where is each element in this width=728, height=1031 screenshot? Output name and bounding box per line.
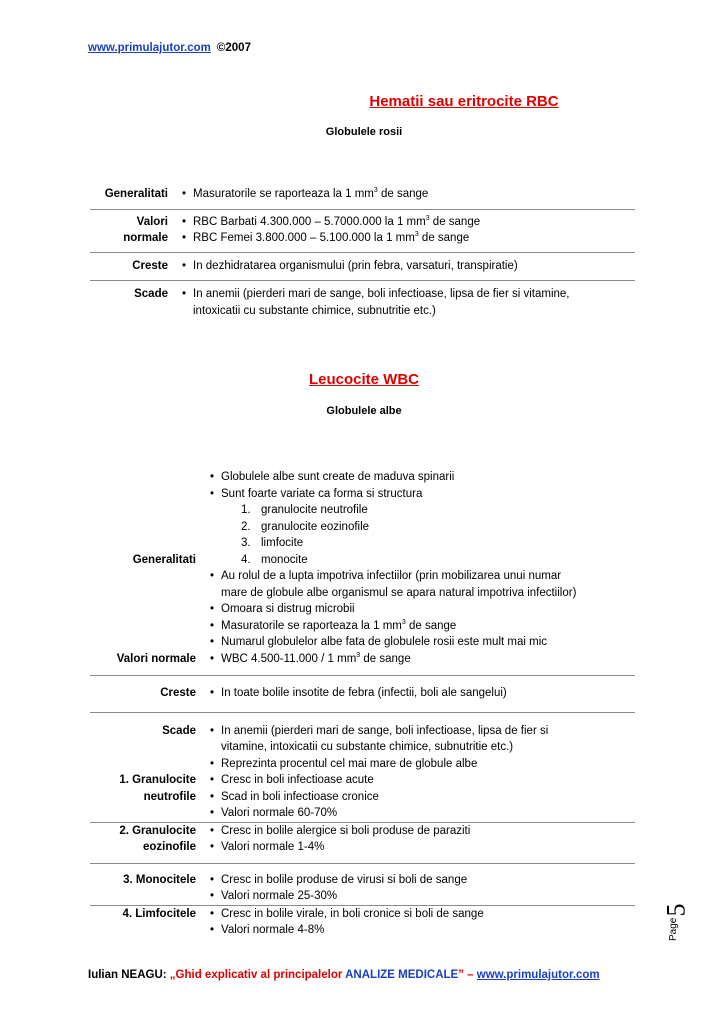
list-item: 3. limfocite — [241, 537, 304, 549]
list-item: • In toate bolile insotite de febra (infectii, boli ale sangelui) — [210, 685, 635, 702]
footer-author: Iulian NEAGU: — [88, 969, 167, 981]
table-row — [90, 469, 635, 651]
list-item: • Globulele albe sunt create de maduva spinarii — [210, 469, 635, 486]
page-number — [661, 895, 698, 945]
list-item: 2. granulocite eozinofile — [241, 520, 370, 533]
row-content — [204, 756, 635, 823]
footer-site-link[interactable]: www.primulajutor.com — [476, 969, 600, 981]
list-item: • Valori normale 25-30% — [210, 888, 635, 905]
page-number-digit: 5 — [661, 903, 691, 917]
footer-highlight: ANALIZE MEDICALE — [345, 969, 459, 981]
row-label: Generalitati — [90, 182, 176, 209]
list-item: • RBC Femei 3.800.000 – 5.100.000 la 1 $mm^3$ de sange — [182, 230, 635, 247]
list-item: • Valori normale 1-4% — [210, 839, 635, 856]
list-item: • In anemii (pierderi mari de sange, boli infectioase, lipsa de fier si vitamine, intoxicatii cu substante chimice, subnutritie etc.) — [182, 286, 635, 319]
row-label: Valori normale — [90, 651, 204, 676]
rbc-table — [90, 182, 635, 319]
table-row — [90, 281, 635, 320]
list-item: • Masuratorile se raporteaza la 1 $mm^3$ de sange — [182, 186, 635, 203]
row-content — [204, 905, 635, 939]
list-item: • Valori normale 4-8% — [210, 922, 635, 939]
page-header — [88, 42, 251, 54]
list-item: • In anemii (pierderi mari de sange, boli infectioase, lipsa de fier si vitamine, intoxicatii cu substante chimice, subnutritie etc.) — [210, 723, 635, 756]
list-item: • In dezhidratarea organismului (prin febra, varsaturi, transpiratie) — [182, 258, 635, 275]
row-label: Scade — [162, 724, 196, 737]
table-row — [90, 905, 635, 939]
list-item: • WBC 4.500-11.000 / 1 $mm^3$ de sange — [210, 651, 635, 668]
copyright: ©2007 — [216, 42, 251, 54]
list-item: • Cresc in bolile virale, in boli cronice si boli de sange — [210, 906, 635, 923]
footer-book-title: „Ghid explicativ al principalelor — [169, 969, 346, 981]
row-content — [204, 469, 635, 651]
row-label: Generalitati — [132, 553, 196, 566]
list-item: • Sunt foarte variate ca forma si structura 1. granulocite neutrofile 2. granulocite eozinofile 3. limfocite 4. monocite — [210, 486, 635, 569]
rbc-subtitle: Globulele rosii — [325, 126, 403, 138]
row-label: Creste — [90, 252, 176, 281]
footer-quote-close: ” – — [458, 969, 477, 981]
list-item: • Scad in boli infectioase cronice — [210, 789, 635, 806]
wbc-table — [90, 469, 635, 939]
page-footer — [88, 969, 600, 981]
list-item: • Au rolul de a lupta impotriva infectiilor (prin mobilizarea unui numar mare de globule albe organismul se apara natural impotriva infectiilor) — [210, 568, 635, 601]
list-item: • Omoara si distrug microbii — [210, 601, 635, 618]
row-label: Scade — [134, 288, 168, 300]
table-row — [90, 863, 635, 905]
table-row — [90, 676, 635, 713]
list-item: • Valori normale 60-70% — [210, 805, 635, 822]
site-link[interactable]: www.primulajutor.com — [88, 42, 211, 54]
table-row — [90, 712, 635, 756]
table-row — [90, 651, 635, 676]
row-content — [176, 182, 635, 209]
row-content — [204, 822, 635, 863]
row-content — [204, 863, 635, 905]
row-label: Valori normale — [90, 209, 176, 252]
rbc-title: Hematii sau eritrocite RBC — [369, 93, 559, 110]
list-item: • Cresc in bolile produse de virusi si boli de sange — [210, 872, 635, 889]
row-label: 2. Granulocite eozinofile — [90, 822, 204, 863]
list-item: 4. monocite — [241, 553, 308, 566]
page-number-word: Page — [668, 917, 679, 941]
row-content — [204, 651, 635, 676]
row-label: 4. Limfocitele — [122, 907, 196, 920]
row-content — [176, 209, 635, 252]
wbc-subtitle: Globulele albe — [326, 405, 402, 417]
list-item: 1. granulocite neutrofile — [241, 504, 368, 516]
table-row — [90, 822, 635, 863]
list-item: • Reprezinta procentul cel mai mare de globule albe — [210, 756, 635, 773]
row-content — [204, 712, 635, 756]
table-row — [90, 756, 635, 823]
list-item: • Numarul globulelor albe fata de globulele rosii este mult mai mic — [210, 634, 635, 651]
row-label: Creste — [90, 676, 204, 713]
list-item: • Masuratorile se raporteaza la 1 $mm^3$ de sange — [210, 618, 635, 635]
table-row — [90, 182, 635, 209]
row-content — [176, 252, 635, 281]
table-row — [90, 209, 635, 252]
list-item: • Cresc in bolile alergice si boli produse de paraziti — [210, 823, 635, 840]
row-label: 1. Granulocite neutrofile — [90, 756, 204, 823]
list-item: • RBC Barbati 4.300.000 – 5.7000.000 la 1 $mm^3$ de sange — [182, 214, 635, 231]
wbc-title: Leucocite WBC — [308, 371, 419, 388]
row-content — [204, 676, 635, 713]
list-item: • Cresc in boli infectioase acute — [210, 772, 635, 789]
row-label: 3. Monocitele — [90, 863, 204, 905]
row-content — [176, 281, 635, 320]
table-row — [90, 252, 635, 281]
